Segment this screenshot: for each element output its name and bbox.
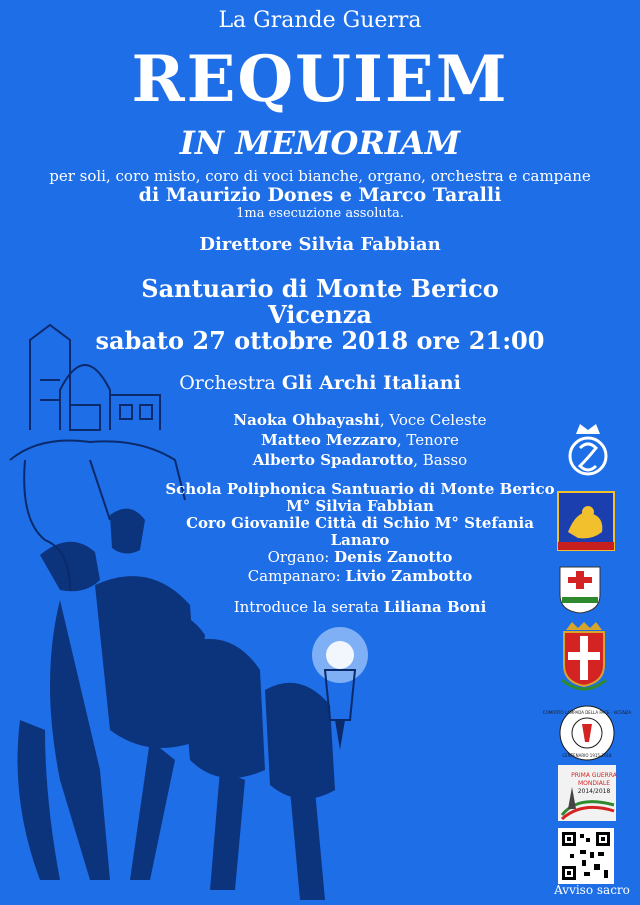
venice-lion-flag-icon xyxy=(558,492,614,550)
soloist-role: , Basso xyxy=(413,451,468,469)
venue-name: Santuario di Monte Berico xyxy=(141,274,499,303)
soloist-item xyxy=(160,450,560,470)
soloist-role: , Voce Celeste xyxy=(379,411,487,429)
director: Direttore Silvia Fabbian xyxy=(199,234,441,255)
organist xyxy=(160,548,560,567)
organ-label: Organo: xyxy=(267,548,335,566)
soloist-item xyxy=(160,410,560,430)
mondiale-text: MONDIALE xyxy=(577,780,611,787)
event-date: sabato 27 ottobre 2018 ore 21:00 xyxy=(95,326,545,355)
bells-label: Campanaro: xyxy=(247,567,346,585)
intro xyxy=(160,598,560,616)
bell-ringer-name: Livio Zambotto xyxy=(345,567,473,585)
venue-city: Vicenza xyxy=(268,300,372,329)
choir-line: M° Silvia Fabbian xyxy=(286,497,434,515)
prima-guerra-text: PRIMA GUERRA xyxy=(571,772,617,779)
choirs-list xyxy=(160,481,560,549)
wwi-centenary-logo-icon xyxy=(558,765,616,821)
years-text: 2014/2018 xyxy=(577,788,611,795)
series-title: La Grande Guerra xyxy=(218,8,422,33)
comitato-text: COMITATO LAMPADA DELLA PACE - VICENZA xyxy=(542,710,632,715)
composers: di Maurizio Dones e Marco Taralli xyxy=(138,184,502,206)
soloist-name: Alberto Spadarotto xyxy=(252,451,414,469)
choir-line: Schola Poliphonica Santuario di Monte Berico xyxy=(165,480,555,498)
comitato-badge-icon xyxy=(542,704,632,762)
orchestra-name: Gli Archi Italiani xyxy=(281,372,461,394)
footer-label: Avviso sacro xyxy=(554,883,630,897)
description: per soli, coro misto, coro di voci bianche, organo, orchestra e campane xyxy=(49,167,591,185)
soloists-list xyxy=(160,410,560,470)
soloist-name: Matteo Mezzaro xyxy=(261,431,397,449)
soloist-role: , Tenore xyxy=(396,431,459,449)
centenario-text: CENTENARIO 1915-2018 xyxy=(562,753,612,758)
city-shield-icon xyxy=(558,565,602,615)
organist-name: Denis Zanotto xyxy=(334,548,453,566)
intro-name: Liliana Boni xyxy=(383,598,487,616)
bell-ringer xyxy=(160,567,560,586)
soloist-name: Naoka Ohbayashi xyxy=(233,411,380,429)
intro-label: Introduce la serata xyxy=(233,598,384,616)
organ-bells xyxy=(160,548,560,586)
choir-line: Coro Giovanile Città di Schio M° Stefania Lanaro xyxy=(186,514,534,549)
main-title: REQUIEM xyxy=(131,42,509,117)
orchestra-prefix: Orchestra xyxy=(179,372,282,394)
subtitle: IN MEMORIAM xyxy=(179,124,461,162)
monogram-crest-icon xyxy=(558,420,618,480)
soloist-item xyxy=(160,430,560,450)
premiere-note: 1ma esecuzione assoluta. xyxy=(236,206,404,221)
municipal-coat-of-arms-icon xyxy=(558,620,610,695)
qr-code-icon xyxy=(558,828,614,884)
